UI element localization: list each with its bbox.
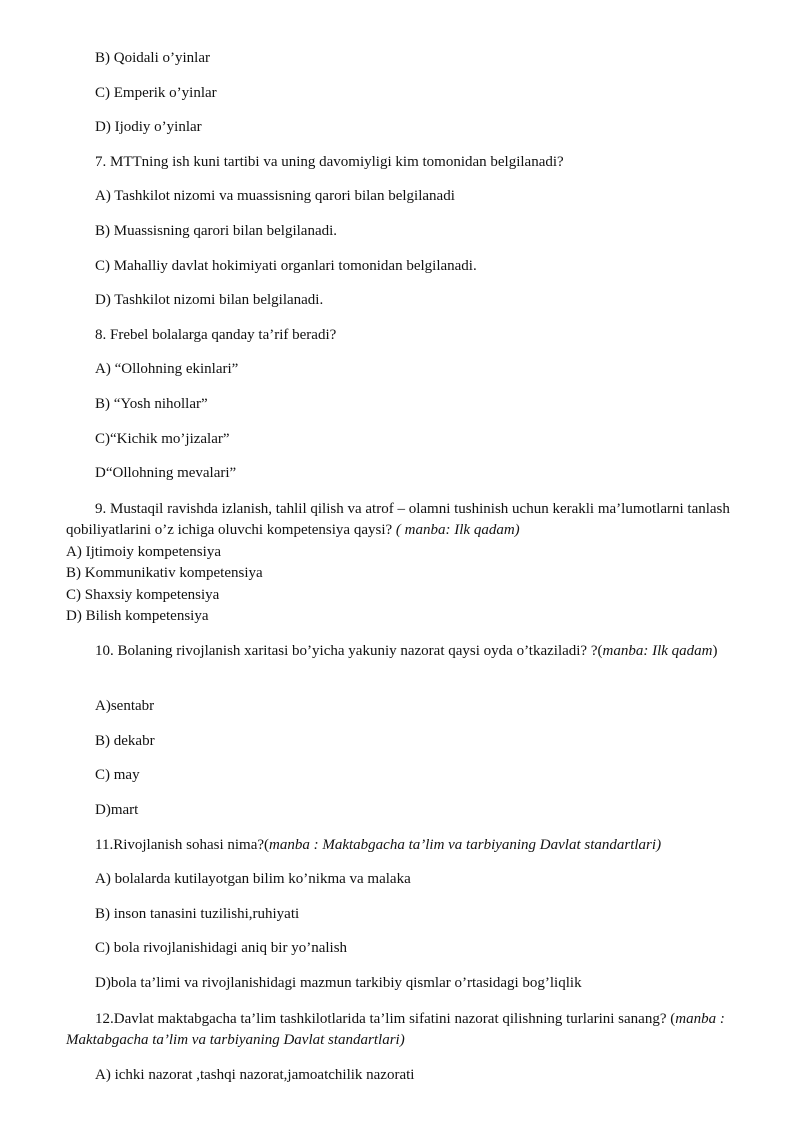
question-9: [66, 499, 730, 541]
question-11-source: manba : Maktabgacha ta’lim va tarbiyaning Davlat standartlari): [269, 837, 662, 853]
option-8b: B) “Yosh nihollar”: [95, 396, 208, 412]
question-12-text: 12.Davlat maktabgacha ta’lim tashkilotlarida ta’lim sifatini nazorat qilishning turlarini sanang? (: [95, 1011, 676, 1027]
option-7c: C) Mahalliy davlat hokimiyati organlari tomonidan belgilanadi.: [95, 258, 477, 274]
question-11-text: 11.Rivojlanish sohasi nima?(: [95, 837, 270, 853]
question-10: [66, 641, 730, 662]
question-9-source: ( manba: Ilk qadam): [395, 522, 520, 538]
option-7a: A) Tashkilot nizomi va muassisning qarori bilan belgilanadi: [95, 188, 455, 204]
option-6b: B) Qoidali o’yinlar: [95, 50, 210, 66]
option-9a: A) Ijtimoiy kompetensiya: [66, 544, 221, 560]
option-7b: B) Muassisning qarori bilan belgilanadi.: [95, 223, 338, 239]
question-10-close: ): [712, 643, 718, 659]
question-8: 8. Frebel bolalarga qanday ta’rif beradi?: [95, 327, 337, 343]
option-10c: C) may: [95, 767, 140, 783]
option-10b: B) dekabr: [95, 733, 155, 749]
option-8a: A) “Ollohning ekinlari”: [95, 361, 239, 377]
question-10-source: manba: Ilk qadam: [602, 643, 713, 659]
option-6c: C) Emperik o’yinlar: [95, 85, 217, 101]
option-8c: C)“Kichik mo’jizalar”: [95, 431, 230, 447]
question-12-source: manba : Maktabgacha ta’lim va tarbiyaning Davlat standartlari): [66, 1011, 725, 1048]
option-12a: A) ichki nazorat ,tashqi nazorat,jamoatchilik nazorati: [95, 1067, 415, 1083]
question-10-text: 10. Bolaning rivojlanish xaritasi bo’yicha yakuniy nazorat qaysi oyda o’tkaziladi? ?(: [95, 643, 603, 659]
question-11: [95, 836, 661, 854]
option-11a: A) bolalarda kutilayotgan bilim ko’nikma va malaka: [95, 871, 411, 887]
option-9d: D) Bilish kompetensiya: [66, 608, 209, 624]
question-7: 7. MTTning ish kuni tartibi va uning davomiyligi kim tomonidan belgilanadi?: [95, 154, 564, 170]
option-11b: B) inson tanasini tuzilishi,ruhiyati: [95, 906, 300, 922]
option-7d: D) Tashkilot nizomi bilan belgilanadi.: [95, 292, 324, 308]
option-6d: D) Ijodiy o’yinlar: [95, 119, 202, 135]
option-10a: A)sentabr: [95, 698, 155, 714]
option-9b: B) Kommunikativ kompetensiya: [66, 565, 263, 581]
option-11c: C) bola rivojlanishidagi aniq bir yo’nalish: [95, 940, 348, 956]
question-9-text: 9. Mustaqil ravishda izlanish, tahlil qilish va atrof – olamni tushinish uchun kerakli ma’lumotlarni tanlash qobiliyatlarini o’z ichiga oluvchi kompetensiya qaysi?: [66, 501, 730, 538]
option-9c: C) Shaxsiy kompetensiya: [66, 587, 220, 603]
option-8d: D“Ollohning mevalari”: [95, 465, 237, 481]
question-12: [66, 1009, 730, 1051]
option-10d: D)mart: [95, 802, 139, 818]
option-11d: D)bola ta’limi va rivojlanishidagi mazmun tarkibiy qismlar o’rtasidagi bog’liqlik: [95, 975, 582, 991]
